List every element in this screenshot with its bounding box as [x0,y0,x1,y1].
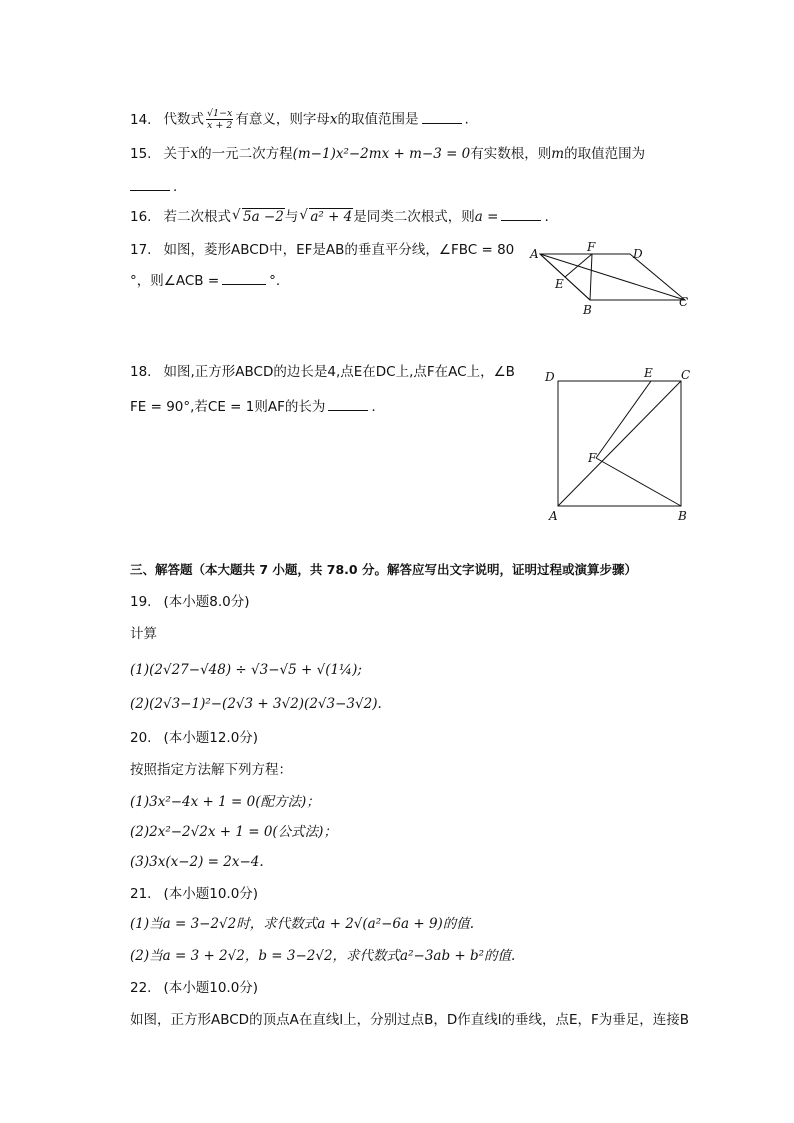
label-a: A [549,509,558,523]
question-20-part2: (2)2x²−2√2x + 1 = 0(公式法)； [130,824,337,840]
text: FE = 90°,若CE = 1则AF的长为 [130,399,326,415]
question-17 [130,240,514,260]
question-number: 22. [130,980,152,996]
answer-blank[interactable] [328,396,368,411]
label-f: F [587,240,596,254]
text: 代数式 [163,111,204,128]
question-number: 18. [130,364,152,380]
variable: x [329,111,338,128]
question-19-intro: 计算 [130,626,157,642]
question-20-header [130,728,258,748]
question-21-part2: (2)当a = 3 + 2√2，b = 3−2√2，求代数式a²−3ab + b²的值. [130,948,516,964]
question-number: 15. [130,146,152,162]
text: °. [269,273,281,289]
text: 如图,正方形ABCD的边长是4,点E在DC上,点F在AC上，∠B [163,364,515,380]
question-number: 17. [130,242,152,258]
segment-fe [565,254,592,277]
answer-blank[interactable] [501,206,541,221]
question-19-header [130,592,250,612]
fraction-expression: $\frac{√1-x}{x + 2}$ [206,108,233,131]
label-f: F [588,451,597,465]
question-20-part1: (1)3x²−4x + 1 = 0(配方法)； [130,794,320,810]
question-number: 19. [130,594,152,610]
question-21-header [130,884,258,904]
text: 若二次根式 [163,209,231,225]
question-number: 16. [130,209,152,225]
question-15-answer-line [130,176,177,197]
text: . [173,179,178,195]
question-20-intro: 按照指定方法解下列方程： [130,762,292,778]
score: (本小题12.0分) [163,730,259,746]
variable: m [551,146,565,162]
radical: √ 5a −2 [232,207,285,227]
text: 的取值范围为 [564,146,646,162]
question-16 [130,206,549,227]
text: 如图，菱形ABCD中，EF是AB的垂直平分线，∠FBC = 80 [163,242,515,258]
text: 的取值范围是 [337,111,419,128]
section-3-title: 三、解答题（本大题共 7 小题，共 78.0 分。解答应写出文字说明，证明过程或演算步骤） [130,562,637,577]
text: 关于 [163,146,191,162]
text: 有实数根，则 [470,146,552,162]
variable: x [190,146,199,162]
equation: (m−1)x²−2mx + m−3 = 0 [292,146,471,162]
score: (本小题10.0分) [163,886,259,902]
label-a: A [530,247,539,261]
question-17-line2 [130,270,280,291]
question-19-part2: (2)(2√3−1)²−(2√3 + 3√2)(2√3−3√2). [130,696,382,712]
label-c: C [679,295,689,309]
answer-blank[interactable] [422,109,462,124]
label-e: E [644,366,653,380]
text: 的一元二次方程 [198,146,293,162]
question-number: 14. [130,111,152,128]
variable: a = [474,209,499,225]
radical: √ a² + 4 [299,207,353,227]
label-c: C [681,368,691,382]
question-22-header [130,978,258,998]
answer-blank[interactable] [130,176,170,191]
score: (本小题10.0分) [163,980,259,996]
text: . [544,209,549,225]
rhombus-figure [525,238,700,318]
square-figure [538,363,698,525]
question-18-line2 [130,396,376,417]
label-b: B [678,509,687,523]
question-number: 21. [130,886,152,902]
score: (本小题8.0分) [163,594,250,610]
diagonal-ac [558,381,681,506]
text: °，则∠ACB = [130,273,220,289]
question-18 [130,362,515,382]
label-e: E [555,277,564,291]
question-22-text: 如图，正方形ABCD的顶点A在直线l上，分别过点B，D作直线l的垂线，点E，F为垂足，连接B [130,1012,690,1028]
text: 是同类二次根式，则 [353,209,475,225]
question-14 [130,108,469,131]
label-b: B [583,303,592,317]
segment-fb [596,458,681,506]
text: 有意义，则字母 [235,111,330,128]
answer-blank[interactable] [222,270,266,285]
text: . [371,399,376,415]
question-number: 20. [130,730,152,746]
text: 与 [284,209,299,225]
question-19-part1: (1)(2√27−√48) ÷ √3−√5 + √(1¼); [130,662,362,678]
segment-fb [590,254,592,300]
text: . [464,111,469,128]
label-d: D [545,370,555,384]
question-15 [130,144,645,164]
question-20-part3: (3)3x(x−2) = 2x−4. [130,854,264,870]
segment-ab [540,254,590,300]
label-d: D [633,247,643,261]
question-21-part1: (1)当a = 3−2√2时，求代数式a + 2√(a²−6a + 9)的值. [130,916,475,932]
